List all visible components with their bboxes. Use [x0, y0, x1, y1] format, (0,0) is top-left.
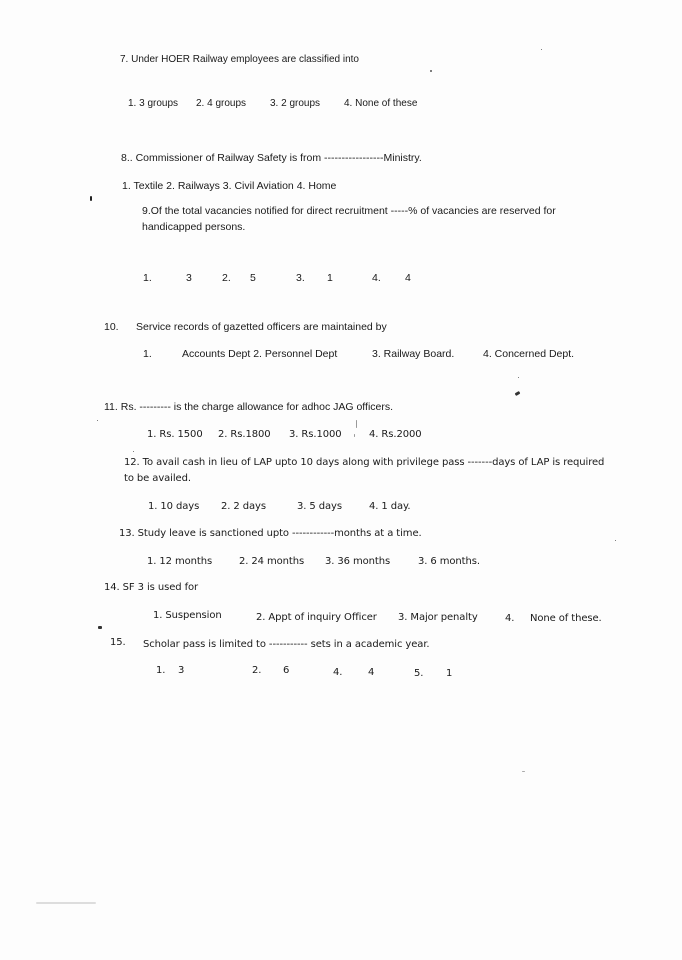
q10-option-3: 3. Railway Board. [372, 348, 455, 360]
q13-option-2: 2. 24 months [239, 556, 305, 567]
q9-option-1-number: 1. [143, 272, 152, 284]
question-11-text: 11. Rs. --------- is the charge allowance for adhoc JAG officers. [104, 401, 394, 413]
scan-speck [541, 49, 542, 50]
q11-option-1: 1. Rs. 1500 [147, 429, 203, 440]
question-7-text: 7. Under HOER Railway employees are classified into [120, 54, 359, 65]
q13-option-1: 1. 12 months [147, 556, 213, 567]
q11-option-3: 3. Rs.1000 [289, 429, 342, 440]
q15-option-3-number: 4. [333, 667, 343, 678]
question-12-line-2: to be availed. [124, 473, 191, 484]
q14-option-1: 1. Suspension [153, 610, 222, 621]
question-9-line-1: 9.Of the total vacancies notified for direct recruitment -----% of vacancies are reserved for [142, 205, 556, 217]
question-15-number: 15. [110, 637, 126, 648]
q9-option-2-value: 5 [250, 272, 256, 284]
q12-option-1: 1. 10 days [148, 501, 200, 512]
q9-option-3-value: 1 [327, 272, 333, 284]
scan-speck [90, 196, 92, 201]
scan-speck [356, 420, 357, 428]
q11-option-2: 2. Rs.1800 [218, 429, 271, 440]
q9-option-4-number: 4. [372, 272, 381, 284]
scan-speck [522, 771, 525, 772]
question-13-text: 13. Study leave is sanctioned upto ------------months at a time. [119, 528, 422, 539]
question-12-line-1: 12. To avail cash in lieu of LAP upto 10 days along with privilege pass -------days of LAP is required [124, 457, 605, 468]
q10-option-4: 4. Concerned Dept. [483, 348, 575, 360]
q15-option-1-value: 3 [178, 665, 185, 676]
question-10-number: 10. [104, 321, 119, 333]
scan-speck [354, 434, 355, 437]
q15-option-4-number: 5. [414, 668, 424, 679]
q12-option-4: 4. 1 day. [369, 501, 411, 512]
q10-option-1-number: 1. [143, 348, 152, 360]
scan-speck [430, 70, 432, 72]
question-15-text: Scholar pass is limited to ----------- sets in a academic year. [143, 639, 430, 650]
q13-option-4: 3. 6 months. [418, 556, 480, 567]
q9-option-4-value: 4 [405, 272, 411, 284]
q13-option-3: 3. 36 months [325, 556, 391, 567]
q7-option-2: 2. 4 groups [196, 98, 247, 109]
q11-option-4: 4. Rs.2000 [369, 429, 422, 440]
q9-option-2-number: 2. [222, 272, 231, 284]
scan-speck [98, 626, 102, 629]
q15-option-1-number: 1. [156, 665, 166, 676]
q8-options: 1. Textile 2. Railways 3. Civil Aviation 4. Home [122, 180, 337, 192]
question-14-text: 14. SF 3 is used for [104, 582, 199, 593]
q15-option-3-value: 4 [368, 667, 375, 678]
q15-option-4-value: 1 [446, 668, 453, 679]
q15-option-2-value: 6 [283, 665, 290, 676]
q10-option-1-2: Accounts Dept 2. Personnel Dept [182, 348, 338, 360]
q9-option-1-value: 3 [186, 272, 192, 284]
scan-speck [36, 902, 96, 904]
q14-option-3: 3. Major penalty [398, 612, 478, 623]
q7-option-4: 4. None of these [344, 98, 418, 109]
question-10-text: Service records of gazetted officers are maintained by [136, 321, 387, 333]
question-8-text: 8.. Commissioner of Railway Safety is from -----------------Ministry. [121, 152, 422, 164]
scan-speck [615, 540, 616, 541]
scan-speck [515, 391, 521, 396]
q12-option-2: 2. 2 days [221, 501, 266, 512]
scan-speck [133, 451, 134, 452]
q14-option-4-number: 4. [505, 613, 515, 624]
q7-option-3: 3. 2 groups [270, 98, 321, 109]
q14-option-2: 2. Appt of inquiry Officer [256, 612, 377, 623]
q9-option-3-number: 3. [296, 272, 305, 284]
scan-speck [97, 420, 98, 421]
question-9-line-2: handicapped persons. [142, 221, 246, 233]
scan-speck [518, 377, 519, 378]
q12-option-3: 3. 5 days [297, 501, 342, 512]
q14-option-4-text: None of these. [530, 613, 602, 624]
q15-option-2-number: 2. [252, 665, 262, 676]
q7-option-1: 1. 3 groups [128, 98, 179, 109]
